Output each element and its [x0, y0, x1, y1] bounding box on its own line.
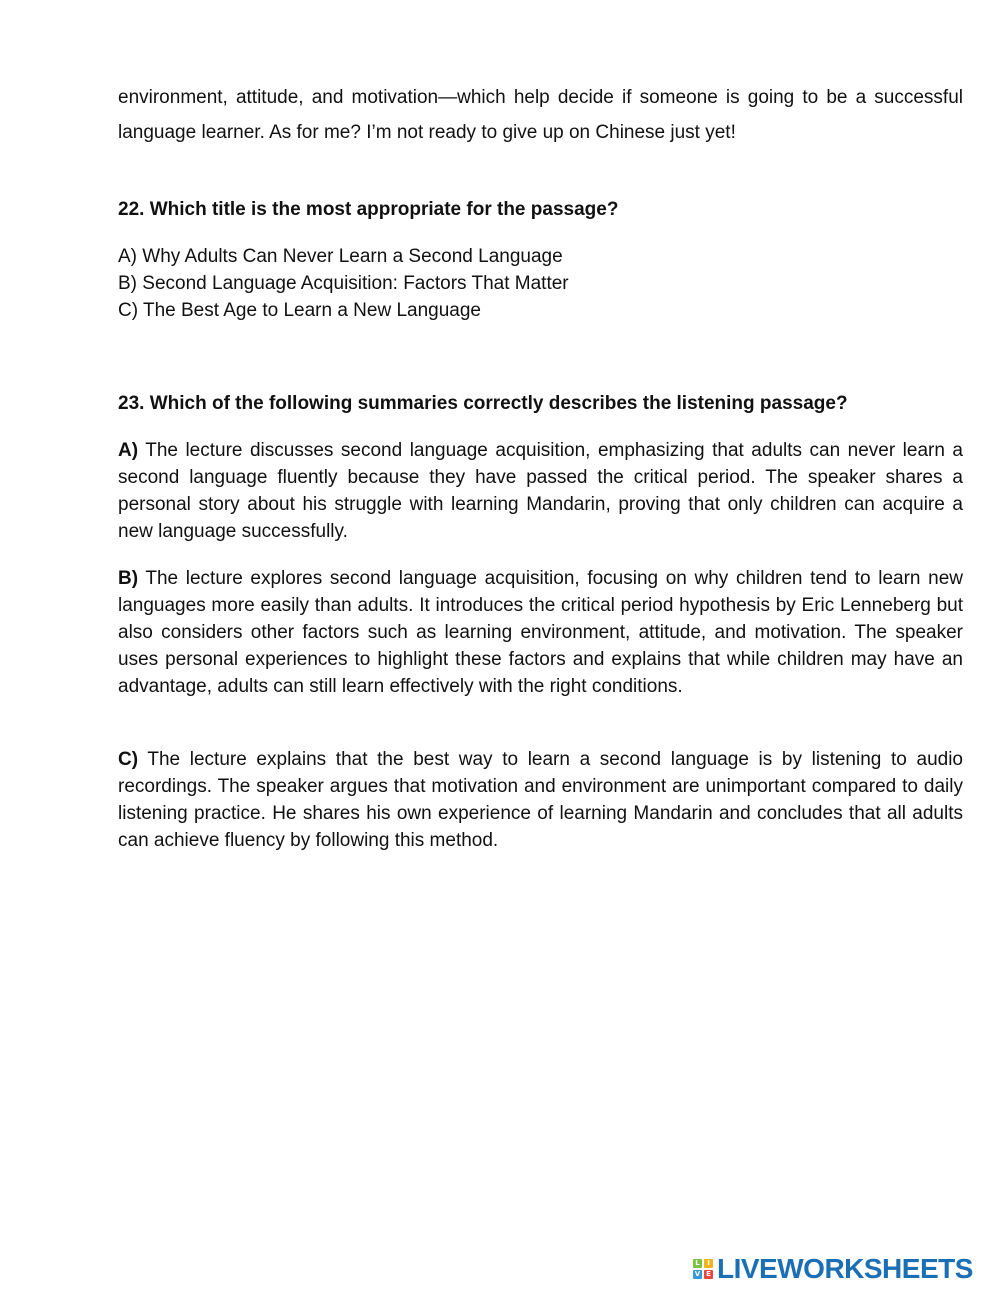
- summary-c-letter: C): [118, 749, 139, 770]
- summary-b-letter: B): [118, 568, 139, 589]
- question-22-options: [118, 243, 569, 324]
- liveworksheets-logo-icon: [693, 1259, 713, 1279]
- logo-letter-v: V: [694, 1270, 701, 1278]
- summary-b-text: The lecture explores second language acquisition, focusing on why children tend to learn new languages more easily than adults. It introduces the critical period hypothesis by Eric Lenneberg but also considers other factors such as learning environment, attitude, and motivation. The speaker uses personal experiences to highlight these factors and explains that while children may have an advantage, adults can still learn effectively with the right conditions.: [118, 568, 963, 697]
- summary-a-text: The lecture discusses second language acquisition, emphasizing that adults can never learn a second language fluently because they have passed the critical period. The speaker shares a personal story about his struggle with learning Mandarin, proving that only children can acquire a new language successfully.: [118, 440, 963, 542]
- logo-letter-l: L: [693, 1259, 702, 1268]
- logo-letter-i: I: [704, 1259, 713, 1268]
- question-22-option-b[interactable]: B) Second Language Acquisition: Factors That Matter: [118, 273, 569, 294]
- intro-paragraph: environment, attitude, and motivation—which help decide if someone is going to be a successful language learner. As for me? I’m not ready to give up on Chinese just yet!: [118, 87, 963, 143]
- question-23-summary-a[interactable]: [118, 437, 963, 545]
- summary-a-letter: A): [118, 440, 139, 461]
- question-22-heading: 22. Which title is the most appropriate for the passage?: [118, 199, 619, 220]
- logo-letter-e: E: [704, 1270, 713, 1279]
- question-22-option-a[interactable]: A) Why Adults Can Never Learn a Second Language: [118, 246, 563, 267]
- question-23-heading: 23. Which of the following summaries correctly describes the listening passage?: [118, 393, 848, 414]
- question-22-option-c[interactable]: C) The Best Age to Learn a New Language: [118, 300, 482, 321]
- liveworksheets-wordmark: LIVEWORKSHEETS: [717, 1253, 973, 1284]
- liveworksheets-brand: [693, 1255, 973, 1283]
- summary-c-text: The lecture explains that the best way to learn a second language is by listening to audio recordings. The speaker argues that motivation and environment are unimportant compared to daily listening practice. He shares his own experience of learning Mandarin and concludes that all adults can achieve fluency by following this method.: [118, 749, 963, 851]
- question-23-summary-b[interactable]: [118, 565, 963, 700]
- question-23-summary-c[interactable]: [118, 746, 963, 854]
